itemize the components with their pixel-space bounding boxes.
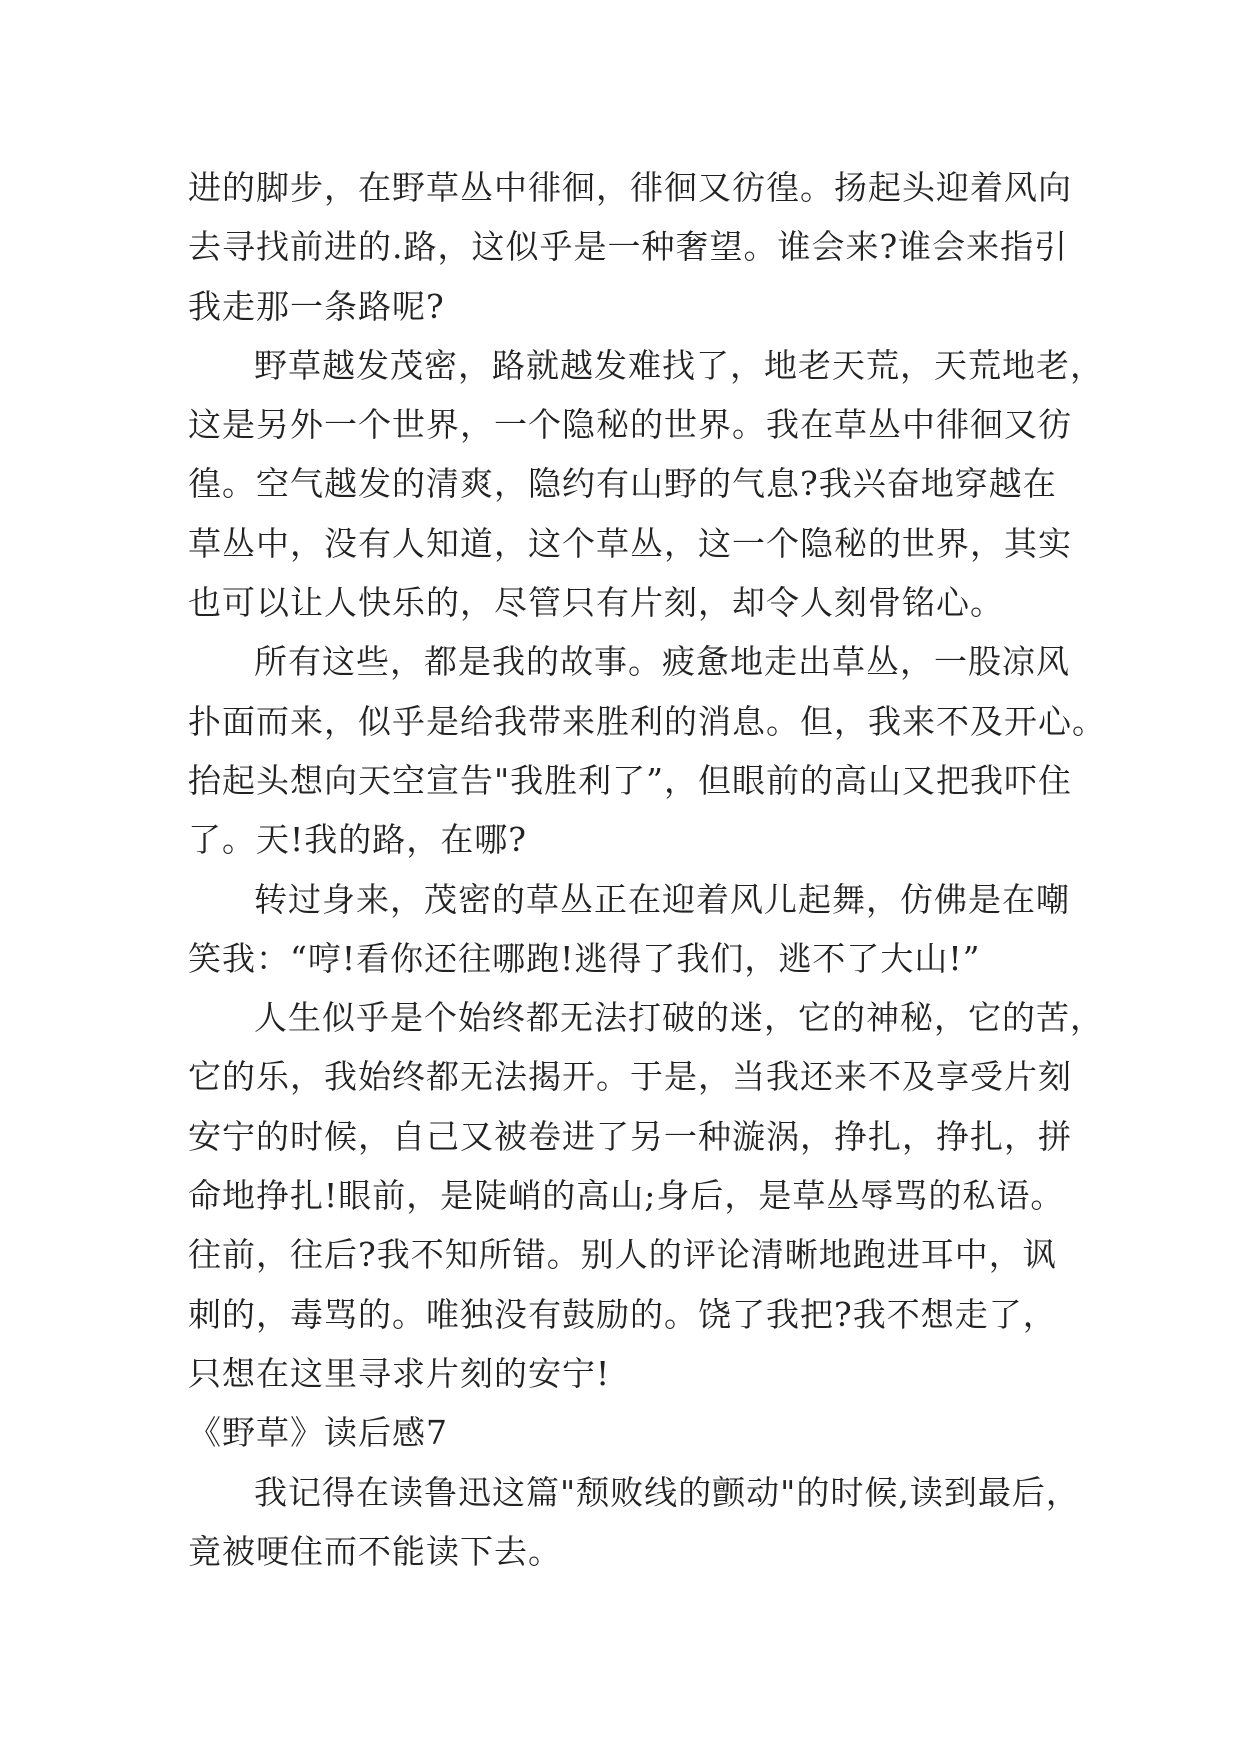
text-line: 这是另外一个世界，一个隐秘的世界。我在草丛中徘徊又彷 [188,405,1072,445]
text-line: 转过身来，茂密的草丛正在迎着风儿起舞，仿佛是在嘲 [254,879,1070,919]
text-line: 刺的，毒骂的。唯独没有鼓励的。饶了我把?我不想走了， [188,1294,1057,1334]
text-line: 我记得在读鲁迅这篇"颓败线的颤动"的时候,读到最后， [254,1472,1080,1512]
text-line: 竟被哽住而不能读下去。 [188,1531,562,1571]
text-line: 笑我：“哼!看你还往哪跑!逃得了我们，逃不了大山!” [188,938,981,978]
text-line: 命地挣扎!眼前，是陡峭的高山;身后，是草丛辱骂的私语。 [188,1176,1065,1216]
text-line: 进的脚步，在野草丛中徘徊，徘徊又彷徨。扬起头迎着风向 [188,168,1072,207]
text-line: 抬起头想向天空宣告"我胜利了”，但眼前的高山又把我吓住 [188,760,1073,800]
text-line: 去寻找前进的.路，这似乎是一种奢望。谁会来?谁会来指引 [188,227,1069,267]
paragraph-2 [188,336,1104,632]
text-line: 徨。空气越发的清爽，隐约有山野的气息?我兴奋地穿越在 [188,464,1057,504]
paragraph-1 [188,158,1072,336]
document-body [188,158,1106,1581]
section-heading: 《野草》读后感7 [188,1413,448,1453]
paragraph-5 [188,988,1104,1403]
text-line: 只想在这里寻求片刻的安宁! [188,1353,611,1393]
text-line: 安宁的时候，自己又被卷进了另一种漩涡，挣扎，挣扎，拼 [188,1116,1072,1156]
text-line: 往前，往后?我不知所错。别人的评论清晰地跑进耳中，讽 [188,1235,1057,1275]
text-line: 所有这些，都是我的故事。疲惫地走出草丛，一股凉风 [254,642,1070,682]
text-line: 人生似乎是个始终都无法打破的迷，它的神秘，它的苦， [254,998,1104,1038]
paragraph-4 [188,870,1068,989]
text-line: 野草越发茂密，路就越发难找了，地老天荒，天荒地老， [254,345,1104,385]
paragraph-6 [188,1463,1080,1582]
text-line: 扑面而来，似乎是给我带来胜利的消息。但，我来不及开心。 [188,701,1106,741]
text-line: 我走那一条路呢? [188,286,445,326]
text-line: 了。天!我的路，在哪? [188,820,527,860]
text-line: 草丛中，没有人知道，这个草丛，这一个隐秘的世界，其实 [188,523,1072,563]
text-line: 它的乐，我始终都无法揭开。于是，当我还来不及享受片刻 [188,1057,1072,1097]
paragraph-3 [188,632,1106,869]
text-line: 也可以让人快乐的，尽管只有片刻，却令人刻骨铭心。 [188,583,1004,623]
